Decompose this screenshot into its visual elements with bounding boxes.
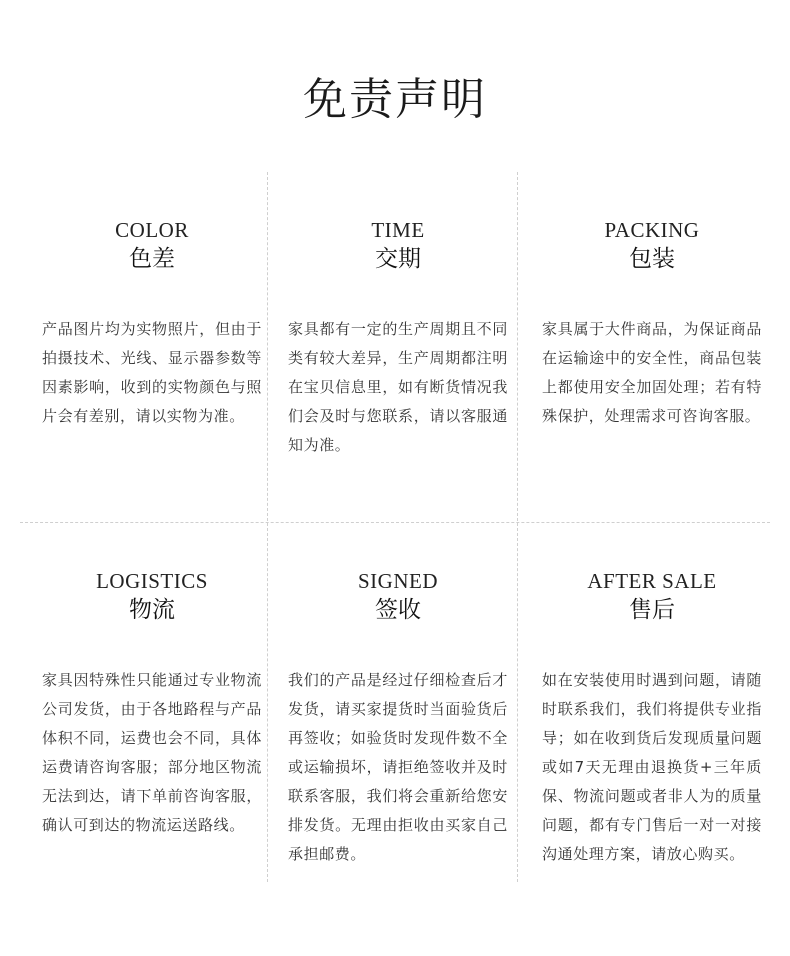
- section-title-cn: 色差: [129, 246, 175, 272]
- column-divider-1: [267, 172, 268, 882]
- section-body: 家具属于大件商品，为保证商品在运输途中的安全性，商品包装上都使用安全加固处理；若有特殊保护，处理需求可咨询客服。: [542, 320, 762, 425]
- page-title: 免责声明: [303, 74, 487, 125]
- disclaimer-after-sale: [542, 568, 762, 869]
- section-title-cn: 包装: [629, 246, 675, 272]
- disclaimer-logistics: [42, 568, 262, 840]
- section-title-cn: 售后: [629, 597, 675, 623]
- disclaimer-color: [42, 217, 262, 431]
- disclaimer-signed: [288, 568, 508, 869]
- section-title-en: PACKING: [604, 218, 700, 242]
- row-divider: [20, 522, 770, 523]
- section-body: 产品图片均为实物照片，但由于拍摄技术、光线、显示器参数等因素影响，收到的实物颜色与照片会有差别，请以实物为准。: [42, 320, 262, 425]
- section-title-en: COLOR: [115, 218, 189, 242]
- section-title-en: LOGISTICS: [96, 569, 208, 593]
- section-title-en: AFTER SALE: [587, 569, 717, 593]
- disclaimer-time: [288, 217, 508, 460]
- disclaimer-packing: [542, 217, 762, 431]
- section-title-cn: 签收: [375, 597, 421, 623]
- column-divider-2: [517, 172, 518, 882]
- section-body: 家具因特殊性只能通过专业物流公司发货，由于各地路程与产品体积不同，运费也会不同，具体运费请咨询客服；部分地区物流无法到达，请下单前咨询客服，确认可到达的物流运送路线。: [42, 671, 262, 834]
- section-title-cn: 物流: [129, 597, 175, 623]
- section-body: 家具都有一定的生产周期且不同类有较大差异，生产周期都注明在宝贝信息里，如有断货情况我们会及时与您联系，请以客服通知为准。: [288, 320, 508, 454]
- section-body: 我们的产品是经过仔细检查后才发货，请买家提货时当面验货后再签收；如验货时发现件数不全或运输损坏，请拒绝签收并及时联系客服，我们将会重新给您安排发货。无理由拒收由买家自己承担邮费。: [288, 671, 508, 863]
- section-title-en: SIGNED: [358, 569, 438, 593]
- section-title-en: TIME: [371, 218, 425, 242]
- section-title-cn: 交期: [375, 246, 421, 272]
- section-body: 如在安装使用时遇到问题，请随时联系我们，我们将提供专业指导；如在收到货后发现质量问题或如7天无理由退换货+三年质保、物流问题或者非人为的质量问题，都有专门售后一对一对接沟通处理方案，请放心购买。: [542, 671, 762, 863]
